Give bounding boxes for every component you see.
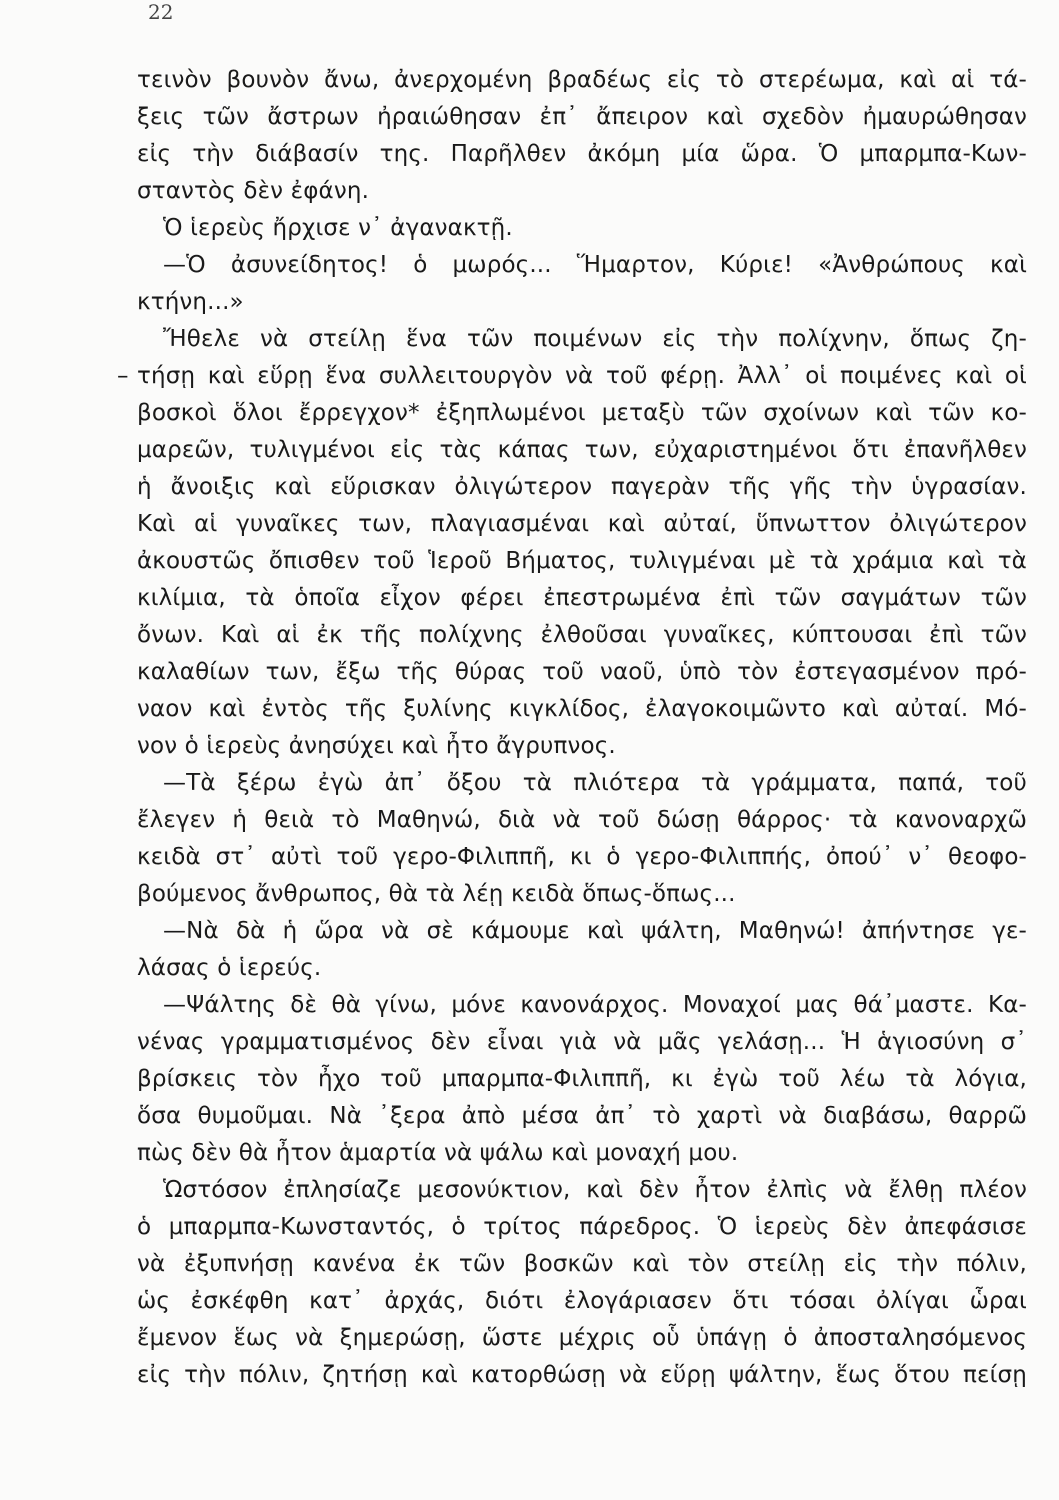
text-line-28: βρίσκεις τὸν ἦχο τοῦ μπαρμπα-Φιλιππῆ, κι ἐγὼ τοῦ λέω τὰ λόγια, xyxy=(137,1066,1027,1092)
text-line-18: ναον καὶ ἐντὸς τῆς ξυλίνης κιγκλίδος, ἐλαγοκοιμῶντο καὶ αὐταί. Μό- xyxy=(137,696,1027,722)
text-line-29: ὅσα θυμοῦμαι. Νὰ ᾽ξερα ἀπὸ μέσα ἀπ᾽ τὸ χαρτὶ νὰ διαβάσω, θαρρῶ xyxy=(137,1103,1027,1129)
text-line-12: ἡ ἄνοιξις καὶ εὕρισκαν ὀλιγώτερον παγερὰν τῆς γῆς τὴν ὑγρασίαν. xyxy=(137,474,1027,500)
text-line-6: —Ὁ ἀσυνείδητος! ὁ μωρός... Ἥμαρτον, Κύριε! «Ἀνθρώπους καὶ xyxy=(163,252,1027,278)
text-line-9: – τήσῃ καὶ εὕρῃ ἕνα συλλειτουργὸν νὰ τοῦ φέρῃ. Ἀλλ᾽ οἱ ποιμένες καὶ οἱ xyxy=(137,358,1027,395)
text-line-3: εἰς τὴν διάβασίν της. Παρῆλθεν ἀκόμη μία ὥρα. Ὁ μπαρμπα-Κων- xyxy=(137,141,1027,167)
text-line-15: κιλίμια, τὰ ὁποῖα εἶχον φέρει ἐπεστρωμένα ἐπὶ τῶν σαγμάτων τῶν xyxy=(137,585,1027,611)
text-line-26: —Ψάλτης δὲ θὰ γίνω, μόνε κανονάρχος. Μοναχοί μας θά᾽μαστε. Κα- xyxy=(163,992,1027,1018)
text-line-34: ὡς ἐσκέφθη κατ᾽ ἀρχάς, διότι ἐλογάριασεν ὅτι τόσαι ὀλίγαι ὧραι xyxy=(137,1288,1027,1314)
text-line-13: Καὶ αἱ γυναῖκες των, πλαγιασμέναι καὶ αὐταί, ὕπνωττον ὀλιγώτερον xyxy=(137,511,1027,537)
text-line-27: νένας γραμματισμένος δὲν εἶναι γιὰ νὰ μᾶς γελάσῃ... Ἡ ἁγιοσύνη σ᾽ xyxy=(137,1029,1027,1055)
text-line-2: ξεις τῶν ἄστρων ἠραιώθησαν ἐπ᾽ ἄπειρον καὶ σχεδὸν ἠμαυρώθησαν xyxy=(137,104,1027,130)
text-line-23: βούμενος ἄνθρωπος, θὰ τὰ λέῃ κειδὰ ὅπως-ὅπως... xyxy=(137,881,736,907)
text-line-4: σταντὸς δὲν ἐφάνη. xyxy=(137,178,370,204)
text-line-11: μαρεῶν, τυλιγμένοι εἰς τὰς κάπας των, εὐχαριστημένοι ὅτι ἐπανῆλθεν xyxy=(137,437,1027,463)
text-line-32: ὁ μπαρμπα-Κωνσταντός, ὁ τρίτος πάρεδρος. Ὁ ἱερεὺς δὲν ἀπεφάσισε xyxy=(137,1214,1027,1240)
text-line-31: Ὡστόσον ἐπλησίαζε μεσονύκτιον, καὶ δὲν ἦτον ἐλπὶς νὰ ἔλθῃ πλέον xyxy=(163,1177,1027,1203)
text-line-35: ἔμενον ἕως νὰ ξημερώσῃ, ὥστε μέχρις οὗ ὑπάγῃ ὁ ἀποσταλησόμενος xyxy=(137,1325,1027,1351)
text-line-33: νὰ ἐξυπνήσῃ κανένα ἐκ τῶν βοσκῶν καὶ τὸν στείλῃ εἰς τὴν πόλιν, xyxy=(137,1251,1027,1277)
text-line-21: ἔλεγεν ἡ θειὰ τὸ Μαθηνώ, διὰ νὰ τοῦ δώσῃ θάρρος· τὰ κανοναρχῶ xyxy=(137,807,1027,833)
body-text xyxy=(137,62,1027,1394)
text-line-1: τεινὸν βουνὸν ἄνω, ἀνερχομένη βραδέως εἰς τὸ στερέωμα, καὶ αἱ τά- xyxy=(137,67,1027,93)
text-line-17: καλαθίων των, ἔξω τῆς θύρας τοῦ ναοῦ, ὑπὸ τὸν ἐστεγασμένον πρό- xyxy=(137,659,1027,685)
text-line-8: Ἤθελε νὰ στείλῃ ἕνα τῶν ποιμένων εἰς τὴν πολίχνην, ὅπως ζη- xyxy=(163,326,1027,352)
text-line-22: κειδὰ στ᾽ αὐτὶ τοῦ γερο-Φιλιππῆ, κι ὁ γερο-Φιλιππής, ὀπού᾽ ν᾽ θεοφο- xyxy=(137,844,1027,870)
page-number: 22 xyxy=(148,0,174,24)
text-line-24: —Νὰ δὰ ἡ ὥρα νὰ σὲ κάμουμε καὶ ψάλτη, Μαθηνώ! ἀπήντησε γε- xyxy=(163,918,1027,944)
text-line-16: ὄνων. Καὶ αἱ ἐκ τῆς πολίχνης ἐλθοῦσαι γυναῖκες, κύπτουσαι ἐπὶ τῶν xyxy=(137,622,1027,648)
text-line-10: βοσκοὶ ὅλοι ἔρρεγχον* ἐξηπλωμένοι μεταξὺ τῶν σχοίνων καὶ τῶν κο- xyxy=(137,400,1027,426)
text-line-20: —Τὰ ξέρω ἐγὼ ἀπ᾽ ὄξου τὰ πλιότερα τὰ γράμματα, παπά, τοῦ xyxy=(163,770,1027,796)
text-line-14: ἀκουστῶς ὄπισθεν τοῦ Ἱεροῦ Βήματος, τυλιγμέναι μὲ τὰ χράμια καὶ τὰ xyxy=(137,548,1027,574)
text-line-25: λάσας ὁ ἱερεύς. xyxy=(137,955,322,981)
text-line-5: Ὁ ἱερεὺς ἤρχισε ν᾽ ἀγανακτῇ. xyxy=(163,215,513,241)
text-line-30: πὼς δὲν θὰ ἦτον ἁμαρτία νὰ ψάλω καὶ μοναχή μου. xyxy=(137,1140,739,1166)
text-line-36: εἰς τὴν πόλιν, ζητήσῃ καὶ κατορθώσῃ νὰ εὕρῃ ψάλτην, ἕως ὅτου πείσῃ xyxy=(137,1362,1027,1388)
text-line-7: κτήνη...» xyxy=(137,289,244,315)
text-line-19: νον ὁ ἱερεὺς ἀνησύχει καὶ ἦτο ἄγρυπνος. xyxy=(137,733,616,759)
